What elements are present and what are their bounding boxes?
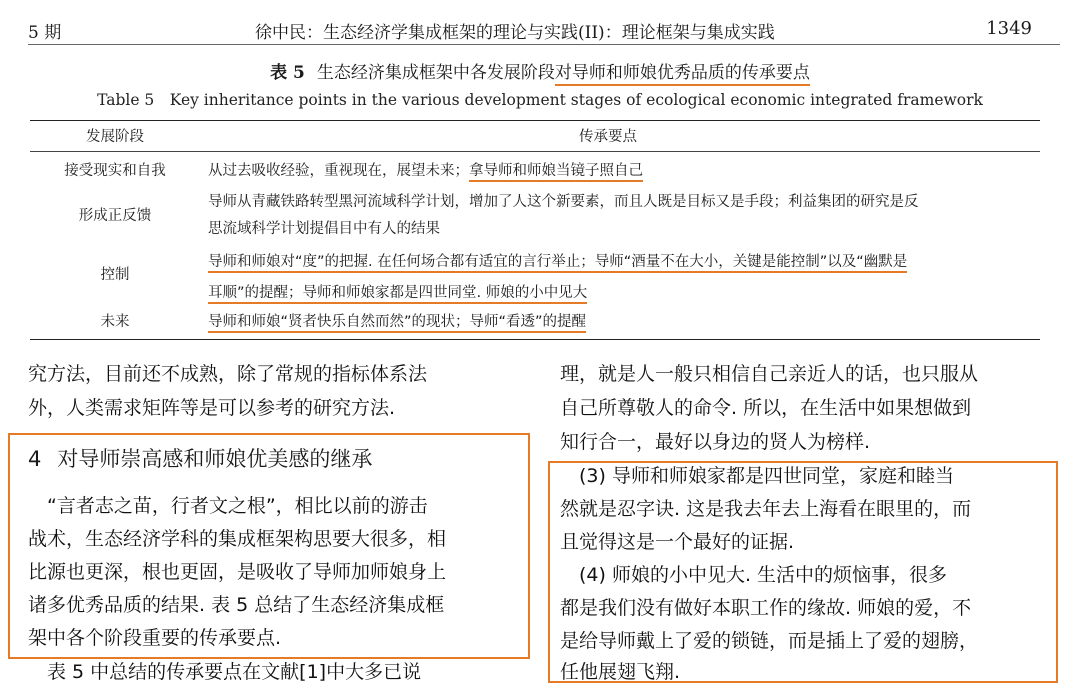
table-row-points: 导师从青藏铁路转型黑河流域科学计划，增加了人这个新要素，而且人既是目标又是手段；利益集团的研究是反 (208, 194, 919, 210)
issue-label: 5 期 (28, 23, 62, 43)
right-paragraph-line: (3) 导师和师娘家都是四世同堂，家庭和睦当 (560, 465, 954, 487)
table-row-stage: 未来 (100, 314, 130, 330)
table-header-stage: 发展阶段 (86, 129, 144, 145)
table-cell-highlight: 拿导师和师娘当镜子照自己 (469, 163, 643, 182)
section-title: 对导师崇高感和师娘优美感的继承 (57, 447, 373, 471)
table-caption-text: 生态经济集成框架中各发展阶段 (316, 63, 555, 83)
right-paragraph-line: 然就是忍字诀. 这是我去年去上海看在眼里的，而 (560, 498, 972, 520)
right-paragraph-line: 任他展翅飞翔. (560, 661, 681, 683)
table-row-points: 思流域科学计划提倡目中有人的结果 (208, 221, 440, 237)
right-intro-line: 自己所尊敬人的命令. 所以，在生活中如果想做到 (560, 397, 972, 419)
table-cell-highlight: 导师和师娘“贤者快乐自然而然”的现状；导师“看透”的提醒 (208, 314, 586, 333)
left-intro-line: 究方法，目前还不成熟，除了常规的指标体系法 (28, 363, 428, 385)
table-top-rule (30, 120, 1040, 121)
right-paragraph-line: 都是我们没有做好本职工作的缘故. 师娘的爱，不 (560, 597, 972, 619)
table-row-stage: 接受现实和自我 (64, 163, 166, 179)
table-header-rule (30, 151, 1040, 152)
right-intro-line: 理，就是人一般只相信自己亲近人的话，也只服从 (560, 363, 979, 385)
right-paragraph-line: (4) 师娘的小中见大. 生活中的烦恼事，很多 (560, 564, 948, 586)
table-cell-highlight: 耳顺”的提醒；导师和师娘家都是四世同堂. 师娘的小中见大 (208, 285, 587, 304)
table-row-points (208, 280, 587, 307)
table-cell-highlight: 导师和师娘对“度”的把握. 在任何场合都有适宜的言行举止；导师“酒量不在大小，关键是能控制”以及“幽默是 (208, 254, 907, 273)
section-heading (28, 443, 372, 473)
left-paragraph-line: 诸多优秀品质的结果. 表 5 总结了生态经济集成框 (28, 594, 445, 616)
right-paragraph-line: 且觉得这是一个最好的证据. (560, 531, 795, 553)
table-cell-text: 从过去吸收经验，重视现在，展望未来； (208, 163, 469, 179)
left-paragraph-line: 战术，生态经济学科的集成框架构思要大很多，相 (28, 528, 447, 550)
left-paragraph-line: 架中各个阶段重要的传承要点. (28, 627, 282, 649)
table-caption (0, 58, 1080, 83)
table-row-stage: 形成正反馈 (78, 208, 152, 224)
left-paragraph-line: 表 5 中总结的传承要点在文献[1]中大多已说 (28, 661, 422, 683)
table-row-points (208, 309, 586, 336)
table-row-points (208, 249, 907, 276)
table-caption-english: Table 5 Key inheritance points in the various development stages of ecological economic integrated framework (97, 91, 983, 109)
left-intro-line: 外，人类需求矩阵等是可以参考的研究方法. (28, 397, 396, 419)
table-caption-label: 表 5 (270, 63, 305, 83)
right-paragraph-line: 是给导师戴上了爱的锁链，而是插上了爱的翅膀， (560, 630, 979, 652)
table-header-points: 传承要点 (579, 129, 637, 145)
section-number: 4 (28, 447, 42, 471)
table-bottom-rule (30, 339, 1040, 340)
page-number: 1349 (986, 18, 1032, 39)
left-paragraph-line: 比源也更深，根也更固，是吸收了导师加师娘身上 (28, 561, 447, 583)
table-row-stage: 控制 (100, 267, 130, 283)
header-rule (28, 44, 1060, 45)
table-row-points (208, 158, 643, 185)
running-title: 徐中民：生态经济学集成框架的理论与实践(II)：理论框架与集成实践 (255, 23, 775, 43)
right-intro-line: 知行合一，最好以身边的贤人为榜样. (560, 431, 871, 453)
left-paragraph-line: “言者志之苗，行者文之根”，相比以前的游击 (28, 495, 428, 517)
table-caption-highlight: 对导师和师娘优秀品质的传承要点 (555, 63, 810, 86)
